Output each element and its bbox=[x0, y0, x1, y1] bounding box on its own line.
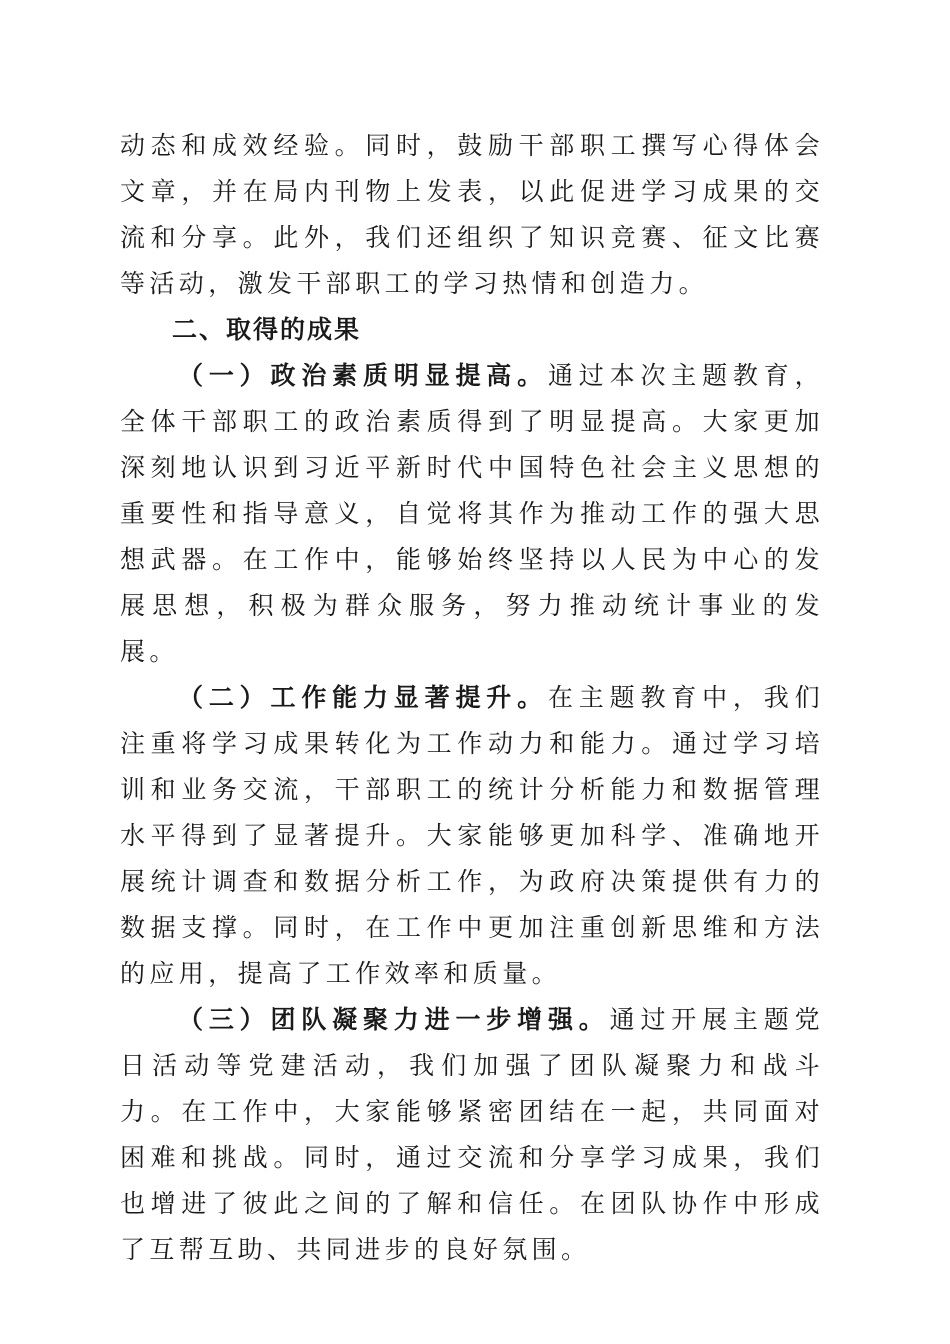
result-item-3-lead: （三）团队凝聚力进一步增强。 bbox=[178, 1005, 610, 1034]
section-heading: 二、取得的成果 bbox=[172, 315, 362, 344]
result-item-1-body: 通过本次主题教育，全体干部职工的政治素质得到了明显提高。大家更加深刻地认识到习近平新时代中国特色社会主义思想的重要性和指导意义，自觉将其作为推动工作的强大思想武器。在工作中，能够始终坚持以人民为中心的发展思想，积极为群众服务，努力推动统计事业的发展。 bbox=[120, 361, 824, 666]
result-item-2-body: 在主题教育中，我们注重将学习成果转化为工作动力和能力。通过学习培训和业务交流，干部职工的统计分析能力和数据管理水平得到了显著提升。大家能够更加科学、准确地开展统计调查和数据分析工作，为政府决策提供有力的数据支撑。同时，在工作中更加注重创新思维和方法的应用，提高了工作效率和质量。 bbox=[120, 683, 824, 988]
result-item-1-lead: （一）政治素质明显提高。 bbox=[178, 361, 548, 390]
document-page bbox=[120, 123, 824, 1273]
result-item-2-lead: （二）工作能力显著提升。 bbox=[178, 683, 548, 712]
result-item-2 bbox=[120, 675, 824, 997]
result-item-1 bbox=[120, 353, 824, 675]
result-item-3-body: 通过开展主题党日活动等党建活动，我们加强了团队凝聚力和战斗力。在工作中，大家能够紧密团结在一起，共同面对困难和挑战。同时，通过交流和分享学习成果，我们也增进了彼此之间的了解和信任。在团队协作中形成了互帮互助、共同进步的良好氛围。 bbox=[120, 1005, 824, 1264]
intro-paragraph: 动态和成效经验。同时，鼓励干部职工撰写心得体会文章，并在局内刊物上发表，以此促进学习成果的交流和分享。此外，我们还组织了知识竞赛、征文比赛等活动，激发干部职工的学习热情和创造力。 bbox=[120, 131, 824, 298]
result-item-3 bbox=[120, 997, 824, 1273]
